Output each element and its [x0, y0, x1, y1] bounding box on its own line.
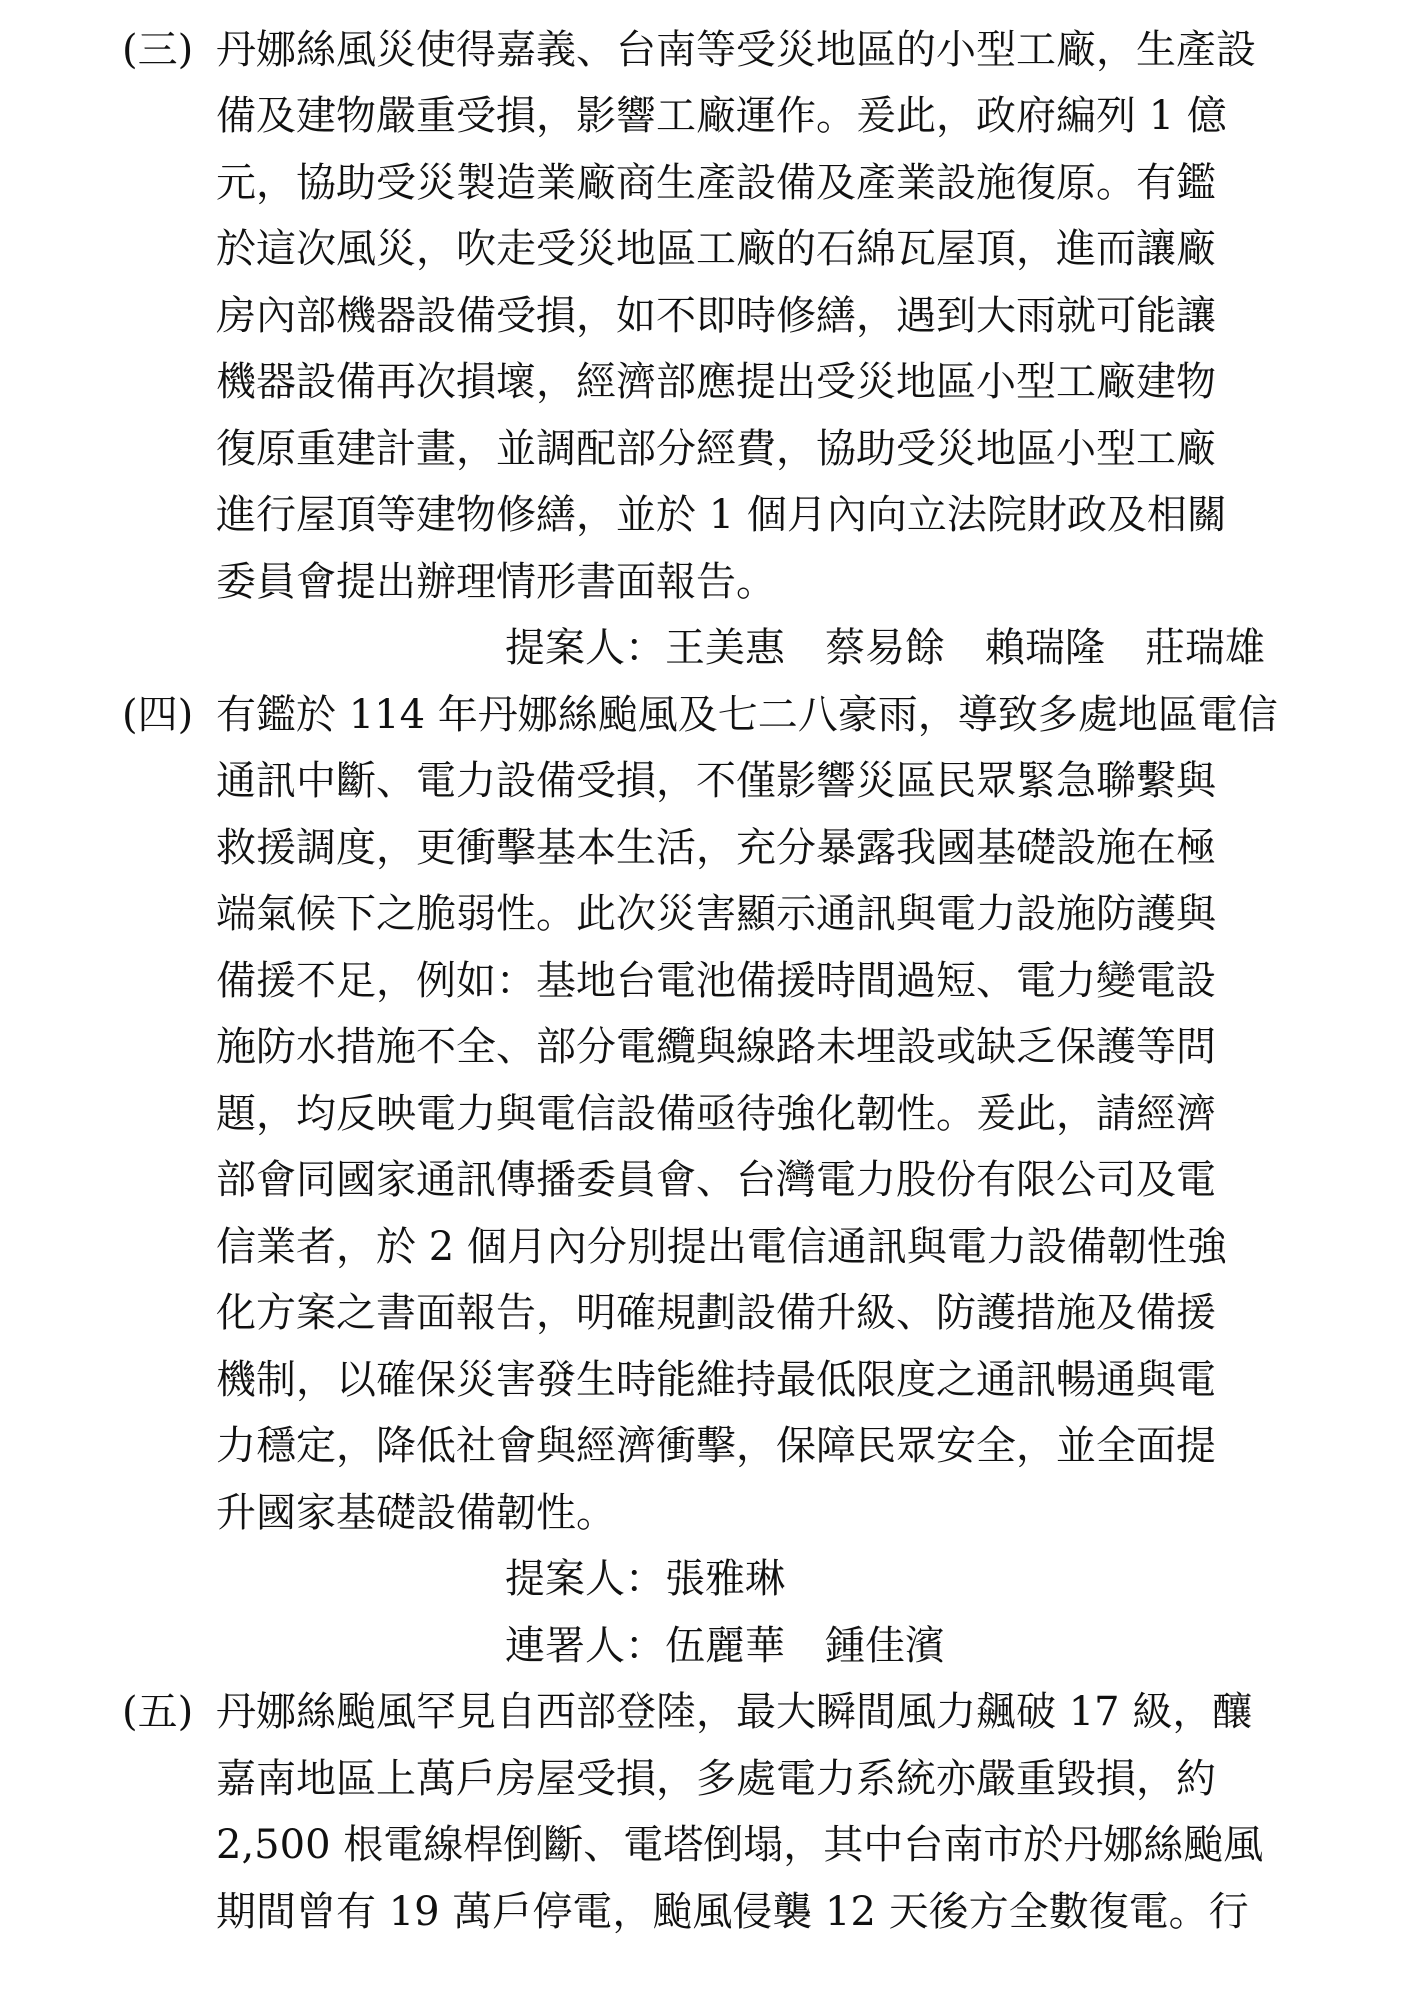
- paragraph-line: 題，均反映電力與電信設備亟待強化韌性。爰此，請經濟: [216, 1091, 1216, 1137]
- paragraph-line: (四) 有鑑於 114 年丹娜絲颱風及七二八豪雨，導致多處地區電信: [122, 682, 1362, 748]
- paragraph-line: (三) 丹娜絲風災使得嘉義、台南等受災地區的小型工廠，生產設: [122, 17, 1362, 83]
- paragraph-line: (五) 丹娜絲颱風罕見自西部登陸，最大瞬間風力飆破 17 級，釀: [122, 1679, 1362, 1745]
- paragraph-line: 房內部機器設備受損，如不即時修繕，遇到大雨就可能讓: [216, 293, 1216, 339]
- paragraph-line: 期間曾有 19 萬戶停電，颱風侵襲 12 天後方全數復電。行: [216, 1889, 1249, 1935]
- paragraph-line: 嘉南地區上萬戶房屋受損，多處電力系統亦嚴重毀損，約: [216, 1756, 1216, 1802]
- paragraph-line: 2,500 根電線桿倒斷、電塔倒塌，其中台南市於丹娜絲颱風: [216, 1822, 1264, 1868]
- paragraph-line: 施防水措施不全、部分電纜與線路未埋設或缺乏保護等問: [216, 1024, 1216, 1070]
- paragraph-line: 力穩定，降低社會與經濟衝擊，保障民眾安全，並全面提: [216, 1423, 1216, 1469]
- paragraph-line: 於這次風災，吹走受災地區工廠的石綿瓦屋頂，進而讓廠: [216, 226, 1216, 272]
- item-marker: (五): [122, 1689, 194, 1735]
- paragraph-line: 機制，以確保災害發生時能維持最低限度之通訊暢通與電: [216, 1357, 1216, 1403]
- paragraph-line: 部會同國家通訊傳播委員會、台灣電力股份有限公司及電: [216, 1157, 1216, 1203]
- paragraph-line: 通訊中斷、電力設備受損，不僅影響災區民眾緊急聯繫與: [216, 758, 1216, 804]
- paragraph-line: 端氣候下之脆弱性。此次災害顯示通訊與電力設施防護與: [216, 891, 1216, 937]
- paragraph-line: 元，協助受災製造業廠商生產設備及產業設施復原。有鑑: [216, 160, 1216, 206]
- paragraph-line: 機器設備再次損壞，經濟部應提出受災地區小型工廠建物: [216, 359, 1216, 405]
- item-marker: (四): [122, 692, 194, 738]
- paragraph-line: 備及建物嚴重受損，影響工廠運作。爰此，政府編列 1 億: [216, 93, 1227, 139]
- proposers-line: 提案人：張雅琳: [505, 1556, 785, 1602]
- proposers-line: 提案人：王美惠 蔡易餘 賴瑞隆 莊瑞雄: [505, 625, 1265, 671]
- paragraph-line: 委員會提出辦理情形書面報告。: [216, 559, 776, 605]
- paragraph-line: 化方案之書面報告，明確規劃設備升級、防護措施及備援: [216, 1290, 1216, 1336]
- paragraph-line: 復原重建計畫，並調配部分經費，協助受災地區小型工廠: [216, 426, 1216, 472]
- cosigners-line: 連署人：伍麗華 鍾佳濱: [505, 1623, 945, 1669]
- paragraph-line: 進行屋頂等建物修繕，並於 1 個月內向立法院財政及相關: [216, 492, 1227, 538]
- paragraph-line: 備援不足，例如：基地台電池備援時間過短、電力變電設: [216, 958, 1216, 1004]
- paragraph-line: 信業者，於 2 個月內分別提出電信通訊與電力設備韌性強: [216, 1224, 1227, 1270]
- paragraph-line: 升國家基礎設備韌性。: [216, 1490, 616, 1536]
- item-marker: (三): [122, 27, 194, 73]
- paragraph-line: 救援調度，更衝擊基本生活，充分暴露我國基礎設施在極: [216, 825, 1216, 871]
